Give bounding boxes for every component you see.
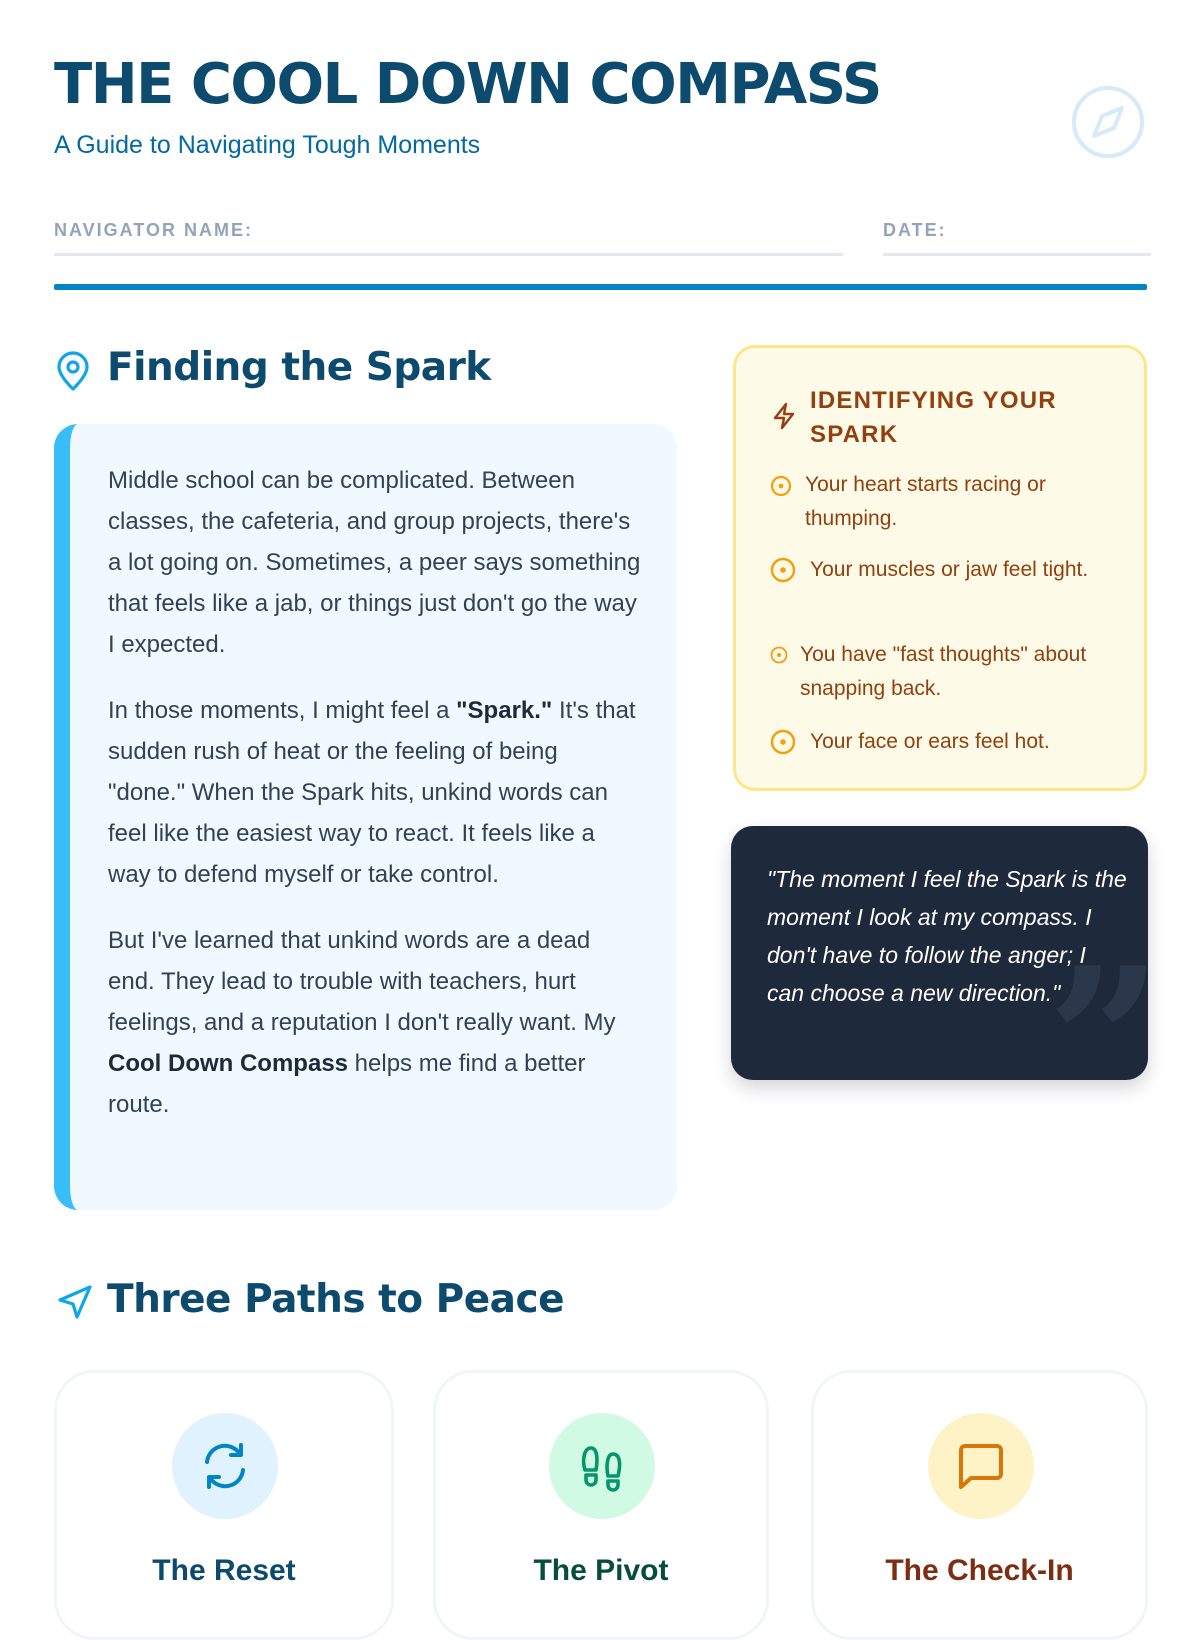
- navigator-name-label: NAVIGATOR NAME:: [54, 220, 253, 240]
- spark-sign-item: You have "fast thoughts" about snapping back.: [800, 643, 1087, 700]
- date-label: DATE:: [883, 220, 947, 240]
- story-emphasis: Cool Down Compass: [108, 1050, 349, 1077]
- section-title-finding-spark: Finding the Spark: [107, 345, 491, 390]
- header-divider: [54, 284, 1147, 290]
- story-paragraph: [108, 690, 641, 895]
- section-title-three-paths: Three Paths to Peace: [107, 1277, 565, 1322]
- map-pin-icon: [55, 352, 91, 392]
- page-title: THE COOL DOWN COMPASS: [54, 52, 881, 117]
- refresh-icon: [199, 1440, 251, 1492]
- page-subtitle: A Guide to Navigating Tough Moments: [54, 131, 481, 159]
- story-panel: [54, 424, 677, 1210]
- compass-icon: [1070, 84, 1146, 160]
- target-bullet-icon: [770, 557, 796, 583]
- date-field[interactable]: [883, 253, 1151, 256]
- path-card-pivot[interactable]: [433, 1370, 769, 1640]
- footprints-icon: [576, 1440, 628, 1492]
- story-paragraph: Middle school can be complicated. Between classes, the cafeteria, and group projects, there's a lot going on. Sometimes, a peer says something that feels like a jab, or things just don't go the way I expected.: [108, 467, 641, 658]
- path-title-reset: The Reset: [152, 1554, 296, 1587]
- identifying-spark-title: IDENTIFYING YOUR SPARK: [810, 387, 1057, 448]
- path-title-pivot: The Pivot: [533, 1554, 669, 1587]
- path-icon-circle: [549, 1413, 655, 1519]
- path-card-reset[interactable]: [54, 1370, 394, 1640]
- quote-text: "The moment I feel the Spark is the moment I look at my compass. I don't have to follow the anger; I can choose a new direction.": [767, 866, 1127, 1006]
- target-bullet-icon: [770, 729, 796, 755]
- path-title-check-in: The Check-In: [885, 1554, 1074, 1587]
- spark-sign-item: Your heart starts racing or thumping.: [805, 473, 1046, 530]
- spark-sign-item: Your face or ears feel hot.: [810, 730, 1050, 753]
- path-icon-circle: [928, 1413, 1034, 1519]
- story-text: But I've learned that unkind words are a dead end. They lead to trouble with teachers, hurt feelings, and a reputation I don't really want. My: [108, 927, 616, 1036]
- story-paragraph: [108, 920, 641, 1125]
- navigation-arrow-icon: [56, 1283, 94, 1321]
- message-square-icon: [955, 1440, 1007, 1492]
- story-text: helps me find a better route.: [108, 1050, 586, 1118]
- quote-card: [731, 826, 1163, 1159]
- lightning-bolt-icon: [772, 402, 796, 430]
- target-bullet-icon: [770, 646, 788, 664]
- quote-mark-decoration: ”: [1047, 924, 1163, 1159]
- navigator-name-field[interactable]: [54, 253, 843, 256]
- path-icon-circle: [172, 1413, 278, 1519]
- path-card-check-in[interactable]: [811, 1370, 1148, 1640]
- story-emphasis: "Spark.": [456, 697, 553, 724]
- target-bullet-icon: [770, 475, 792, 497]
- story-text: It's that sudden rush of heat or the feeling of being "done." When the Spark hits, unkind words can feel like the easiest way to react. It feels like a way to defend myself or take control.: [108, 697, 636, 888]
- story-text: In those moments, I might feel a: [108, 697, 457, 724]
- spark-sign-item: Your muscles or jaw feel tight.: [810, 558, 1089, 581]
- identifying-spark-card: [733, 345, 1147, 791]
